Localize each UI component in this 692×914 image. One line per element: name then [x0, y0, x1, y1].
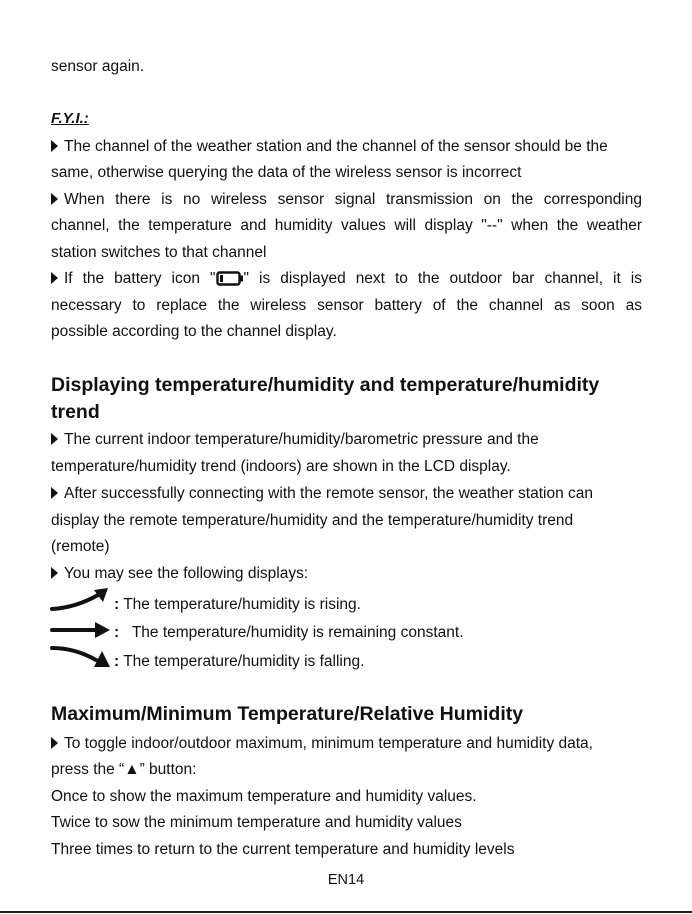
triangle-bullet-icon	[51, 433, 58, 445]
trend-point-2-line-3: (remote)	[51, 538, 110, 555]
maxmin-three-times-line: Three times to return to the current temperature and humidity levels	[51, 841, 515, 858]
maxmin-twice-line: Twice to sow the minimum temperature and humidity values	[51, 814, 462, 831]
trend-constant-text: : The temperature/humidity is remaining constant.	[114, 624, 464, 641]
triangle-bullet-icon	[51, 567, 58, 579]
maxmin-point-line-2: press the “▲” button:	[51, 761, 197, 778]
fyi-point-3-line-3: possible according to the channel display.	[51, 323, 337, 340]
triangle-bullet-icon	[51, 487, 58, 499]
trend-falling-text: : The temperature/humidity is falling.	[114, 653, 365, 670]
triangle-bullet-icon	[51, 272, 58, 284]
fyi-point-2-line-2: channel, the temperature and humidity values will display "--" when the weather	[51, 217, 642, 234]
fyi-point-1-line-1: The channel of the weather station and the channel of the sensor should be the	[51, 137, 608, 157]
triangle-bullet-icon	[51, 737, 58, 749]
section-heading-trend-line-2: trend	[51, 401, 100, 423]
trend-rising-text: : The temperature/humidity is rising.	[114, 596, 361, 613]
page-number: EN14	[327, 872, 365, 888]
bottom-divider	[0, 911, 692, 913]
trend-point-1-line-1: The current indoor temperature/humidity/barometric pressure and the	[51, 430, 539, 450]
text-line: sensor again.	[51, 58, 145, 75]
fyi-heading: F.Y.I.:	[51, 110, 89, 127]
maxmin-once-line: Once to show the maximum temperature and humidity values.	[51, 788, 477, 805]
maxmin-point-line-1: To toggle indoor/outdoor maximum, minimum temperature and humidity data,	[51, 734, 593, 754]
triangle-bullet-icon	[51, 193, 58, 205]
trend-falling-arrow-icon	[50, 643, 112, 669]
fyi-point-2-line-1: When there is no wireless sensor signal transmission on the corresponding	[51, 190, 642, 210]
battery-empty-icon	[216, 271, 244, 286]
trend-rising-arrow-icon	[50, 588, 112, 614]
fyi-point-2-line-3: station switches to that channel	[51, 244, 267, 261]
section-heading-trend-line-1: Displaying temperature/humidity and temperature/humidity	[51, 374, 600, 396]
trend-point-2-line-2: display the remote temperature/humidity and the temperature/humidity trend	[51, 512, 574, 529]
fyi-point-3-line-1: If the battery icon " " is displayed next to the outdoor bar channel, it is	[51, 269, 642, 289]
fyi-point-1-line-2: same, otherwise querying the data of the wireless sensor is incorrect	[51, 164, 522, 181]
trend-point-3: You may see the following displays:	[51, 564, 308, 584]
trend-point-1-line-2: temperature/humidity trend (indoors) are shown in the LCD display.	[51, 458, 511, 475]
section-heading-max-min: Maximum/Minimum Temperature/Relative Humidity	[51, 703, 524, 725]
triangle-bullet-icon	[51, 140, 58, 152]
trend-point-2-line-1: After successfully connecting with the remote sensor, the weather station can	[51, 484, 593, 504]
fyi-point-3-line-2: necessary to replace the wireless sensor battery of the channel as soon as	[51, 297, 642, 314]
trend-constant-arrow-icon	[50, 616, 112, 642]
